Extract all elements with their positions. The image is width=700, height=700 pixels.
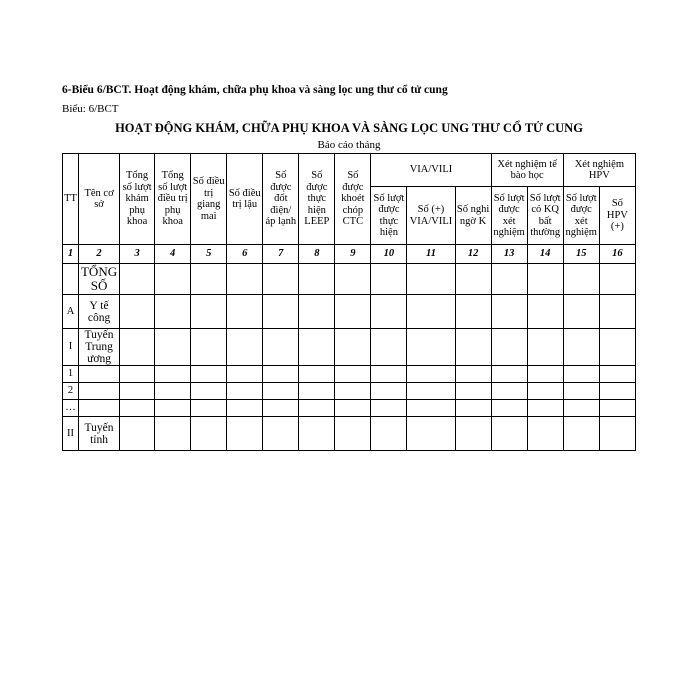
data-cell[interactable] [407, 329, 455, 366]
row-index: 1 [63, 366, 79, 383]
header-te-bao-hoc-group: Xét nghiệm tế bào học [491, 154, 563, 187]
data-cell[interactable] [299, 383, 335, 400]
header-dieu-tri-lau: Số điều trị lậu [227, 154, 263, 245]
data-cell[interactable] [227, 329, 263, 366]
data-cell[interactable] [563, 329, 599, 366]
data-cell[interactable] [371, 383, 407, 400]
data-cell[interactable] [120, 329, 155, 366]
column-number: 12 [455, 245, 491, 264]
data-cell[interactable] [155, 295, 191, 329]
data-cell[interactable] [120, 264, 155, 295]
data-cell[interactable] [371, 329, 407, 366]
header-via-thuc-hien: Số lượt được thực hiện [371, 187, 407, 245]
row-name: TỔNG SỐ [79, 264, 120, 295]
data-cell[interactable] [563, 295, 599, 329]
data-cell[interactable] [263, 366, 299, 383]
column-number-row [63, 245, 636, 264]
row-index: A [63, 295, 79, 329]
data-cell[interactable] [599, 417, 635, 451]
data-cell[interactable] [335, 417, 371, 451]
data-cell[interactable] [155, 417, 191, 451]
data-cell[interactable] [455, 295, 491, 329]
data-cell[interactable] [371, 400, 407, 417]
data-cell[interactable] [227, 366, 263, 383]
data-cell[interactable] [563, 417, 599, 451]
data-cell[interactable] [491, 366, 527, 383]
report-title: HOẠT ĐỘNG KHÁM, CHỮA PHỤ KHOA VÀ SÀNG LỌC UNG THƯ CỔ TỬ CUNG [115, 121, 583, 135]
table-row [63, 417, 636, 451]
data-cell[interactable] [407, 366, 455, 383]
data-cell[interactable] [227, 264, 263, 295]
data-cell[interactable] [491, 295, 527, 329]
data-cell[interactable] [455, 417, 491, 451]
form-code: Biểu: 6/BCT [62, 103, 119, 115]
header-tbh-bat-thuong: Số lượt có KQ bất thường [527, 187, 563, 245]
data-cell[interactable] [407, 400, 455, 417]
data-cell[interactable] [299, 329, 335, 366]
data-cell[interactable] [191, 264, 227, 295]
header-tbh-xet-nghiem: Số lượt được xét nghiệm [491, 187, 527, 245]
data-cell[interactable] [227, 295, 263, 329]
data-cell[interactable] [455, 383, 491, 400]
data-cell[interactable] [335, 366, 371, 383]
row-name [79, 400, 120, 417]
data-cell[interactable] [371, 295, 407, 329]
data-cell[interactable] [155, 264, 191, 295]
data-cell[interactable] [563, 264, 599, 295]
data-cell[interactable] [263, 400, 299, 417]
data-cell[interactable] [455, 366, 491, 383]
data-cell[interactable] [335, 329, 371, 366]
header-tt: TT [63, 154, 79, 245]
data-cell[interactable] [455, 400, 491, 417]
column-number: 9 [335, 245, 371, 264]
table-row [63, 400, 636, 417]
column-number: 7 [263, 245, 299, 264]
data-cell[interactable] [227, 400, 263, 417]
data-cell[interactable] [299, 295, 335, 329]
data-cell[interactable] [299, 400, 335, 417]
data-cell[interactable] [599, 295, 635, 329]
data-cell[interactable] [191, 400, 227, 417]
data-cell[interactable] [527, 264, 563, 295]
data-cell[interactable] [599, 366, 635, 383]
table-row [63, 383, 636, 400]
data-cell[interactable] [527, 417, 563, 451]
data-cell[interactable] [120, 400, 155, 417]
data-cell[interactable] [299, 417, 335, 451]
data-cell[interactable] [335, 264, 371, 295]
report-table [62, 153, 636, 451]
row-index: … [63, 400, 79, 417]
data-cell[interactable] [371, 366, 407, 383]
data-cell[interactable] [407, 383, 455, 400]
row-name: Y tế công [79, 295, 120, 329]
data-cell[interactable] [491, 264, 527, 295]
report-period-note: Báo cáo tháng [317, 139, 381, 151]
row-index: 2 [63, 383, 79, 400]
data-cell[interactable] [599, 400, 635, 417]
column-number: 1 [63, 245, 79, 264]
data-cell[interactable] [599, 329, 635, 366]
row-index: I [63, 329, 79, 366]
data-cell[interactable] [407, 417, 455, 451]
column-number: 5 [191, 245, 227, 264]
data-cell[interactable] [527, 366, 563, 383]
data-cell[interactable] [335, 295, 371, 329]
data-cell[interactable] [155, 366, 191, 383]
data-cell[interactable] [527, 295, 563, 329]
column-number: 14 [527, 245, 563, 264]
header-tong-luot-dieu-tri: Tổng số lượt điều trị phụ khoa [155, 154, 191, 245]
row-name [79, 366, 120, 383]
header-dieu-tri-giang-mai: Số điều trị giang mai [191, 154, 227, 245]
row-name: Tuyến Trung ương [79, 329, 120, 366]
column-number: 11 [407, 245, 455, 264]
header-leep: Số được thực hiện LEEP [299, 154, 335, 245]
data-cell[interactable] [120, 383, 155, 400]
document-heading: 6-Biểu 6/BCT. Hoạt động khám, chữa phụ khoa và sàng lọc ung thư cổ tử cung [62, 84, 448, 96]
table-row [63, 329, 636, 366]
data-cell[interactable] [371, 264, 407, 295]
data-cell[interactable] [563, 366, 599, 383]
column-number: 10 [371, 245, 407, 264]
data-cell[interactable] [527, 329, 563, 366]
row-name [79, 383, 120, 400]
data-cell[interactable] [455, 264, 491, 295]
data-cell[interactable] [371, 417, 407, 451]
data-cell[interactable] [407, 264, 455, 295]
data-cell[interactable] [120, 417, 155, 451]
header-ten-co-so: Tên cơ sở [79, 154, 120, 245]
data-cell[interactable] [491, 400, 527, 417]
header-dot-dien-ap-lanh: Số được đốt điện/ áp lạnh [263, 154, 299, 245]
data-cell[interactable] [491, 329, 527, 366]
data-cell[interactable] [599, 264, 635, 295]
data-cell[interactable] [120, 295, 155, 329]
row-index [63, 264, 79, 295]
data-cell[interactable] [191, 295, 227, 329]
header-khoet-chop-ctc: Số được khoét chóp CTC [335, 154, 371, 245]
table-row [63, 295, 636, 329]
column-number: 15 [563, 245, 599, 264]
data-cell[interactable] [335, 400, 371, 417]
header-hpv-xet-nghiem: Số lượt được xét nghiệm [563, 187, 599, 245]
column-number: 4 [155, 245, 191, 264]
data-cell[interactable] [263, 417, 299, 451]
data-cell[interactable] [527, 400, 563, 417]
header-via-vili-group: VIA/VILI [371, 154, 491, 187]
data-cell[interactable] [191, 417, 227, 451]
data-cell[interactable] [155, 329, 191, 366]
header-tong-luot-kham: Tổng số lượt khám phụ khoa [120, 154, 155, 245]
data-cell[interactable] [191, 383, 227, 400]
data-cell[interactable] [563, 400, 599, 417]
data-cell[interactable] [155, 400, 191, 417]
data-cell[interactable] [120, 366, 155, 383]
data-cell[interactable] [455, 329, 491, 366]
column-number: 6 [227, 245, 263, 264]
column-number: 13 [491, 245, 527, 264]
data-cell[interactable] [227, 417, 263, 451]
data-cell[interactable] [491, 417, 527, 451]
header-via-nghi-ngo-k: Số nghi ngờ K [455, 187, 491, 245]
data-cell[interactable] [299, 264, 335, 295]
data-cell[interactable] [491, 383, 527, 400]
row-index: II [63, 417, 79, 451]
data-cell[interactable] [263, 383, 299, 400]
data-cell[interactable] [599, 383, 635, 400]
data-cell[interactable] [191, 329, 227, 366]
data-cell[interactable] [407, 295, 455, 329]
data-cell[interactable] [263, 329, 299, 366]
data-cell[interactable] [263, 295, 299, 329]
data-cell[interactable] [527, 383, 563, 400]
header-hpv-duong-tinh: Số HPV (+) [599, 187, 635, 245]
data-cell[interactable] [299, 366, 335, 383]
column-number: 3 [120, 245, 155, 264]
data-cell[interactable] [335, 383, 371, 400]
data-cell[interactable] [191, 366, 227, 383]
row-name: Tuyến tỉnh [79, 417, 120, 451]
column-number: 8 [299, 245, 335, 264]
column-number: 16 [599, 245, 635, 264]
table-row [63, 366, 636, 383]
table-row [63, 264, 636, 295]
data-cell[interactable] [155, 383, 191, 400]
header-via-duong-tinh: Số (+) VIA/VILI [407, 187, 455, 245]
column-number: 2 [79, 245, 120, 264]
data-cell[interactable] [263, 264, 299, 295]
header-hpv-group: Xét nghiệm HPV [563, 154, 635, 187]
data-cell[interactable] [563, 383, 599, 400]
data-cell[interactable] [227, 383, 263, 400]
